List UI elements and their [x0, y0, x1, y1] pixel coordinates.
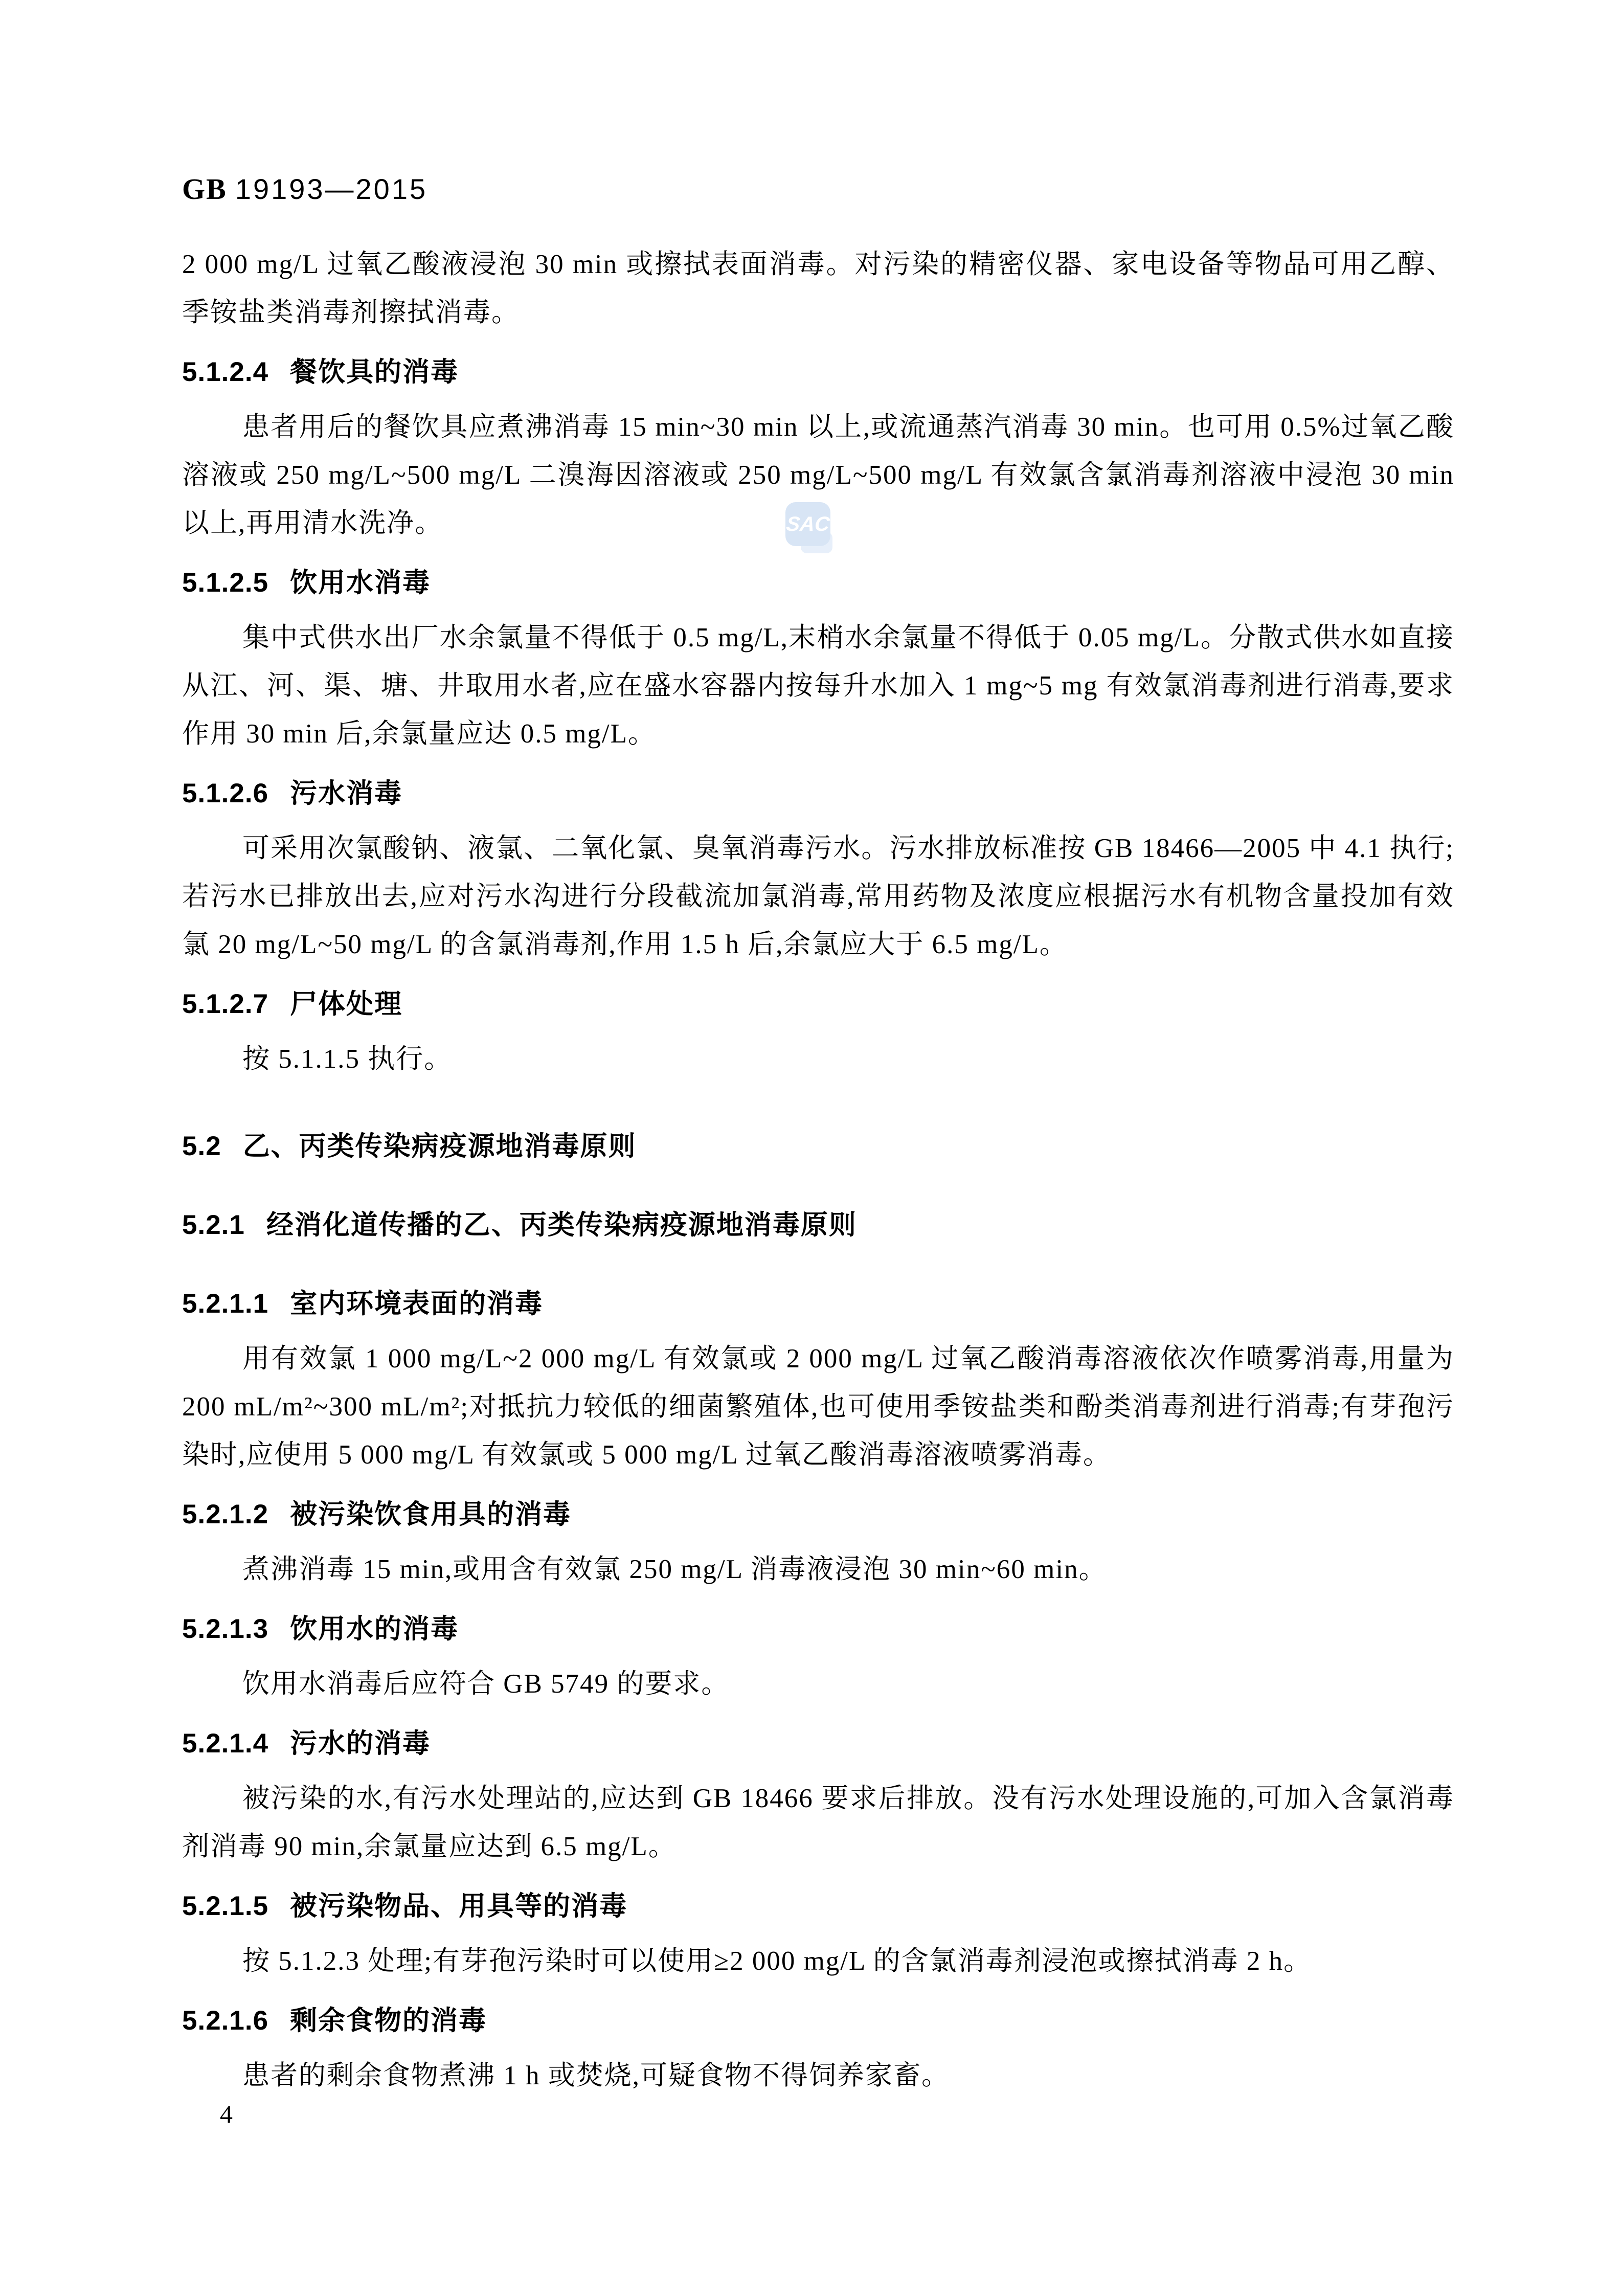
heading-number: 5.2.1 — [182, 1210, 245, 1240]
paragraph: 患者的剩余食物煮沸 1 h 或焚烧,可疑食物不得饲养家畜。 — [242, 2061, 950, 2090]
heading-number: 5.2.1.2 — [182, 1499, 269, 1529]
heading-5-1-2-6 — [182, 778, 1454, 809]
paragraph-continued: 2 000 mg/L 过氧乙酸液浸泡 30 min 或擦拭表面消毒。对污染的精密仪器、家电设备等物品可用乙醇、季铵盐类消毒剂擦拭消毒。 — [182, 250, 1454, 327]
heading-5-2-1-6 — [182, 2006, 1454, 2036]
heading-title: 乙、丙类传染病疫源地消毒原则 — [242, 1131, 637, 1161]
heading-5-2-1-1 — [182, 1289, 1454, 1319]
paragraph: 饮用水消毒后应符合 GB 5749 的要求。 — [242, 1669, 730, 1699]
paragraph: 可采用次氯酸钠、液氯、二氧化氯、臭氧消毒污水。污水排放标准按 GB 18466—2005 中 4.1 执行;若污水已排放出去,应对污水沟进行分段截流加氯消毒,常用药物及浓度应根据污水有机物含量投加有效氯 20 mg/L~50 mg/L 的含氯消毒剂,作用 1.5 h 后,余氯应大于 6.5 mg/L。 — [182, 834, 1454, 959]
heading-title: 被污染饮食用具的消毒 — [290, 1499, 572, 1529]
sac-watermark-label: SAC — [785, 512, 831, 535]
paragraph: 患者用后的餐饮具应煮沸消毒 15 min~30 min 以上,或流通蒸汽消毒 30 min。也可用 0.5%过氧乙酸溶液或 250 mg/L~500 mg/L 二溴海因溶液或 250 mg/L~500 mg/L 有效氯含氯消毒剂溶液中浸泡 30 min 以上,再用清水洗净。 — [182, 412, 1454, 538]
heading-5-1-2-5 — [182, 568, 1454, 598]
paragraph: 按 5.1.1.5 执行。 — [242, 1044, 453, 1074]
heading-5-1-2-7 — [182, 989, 1454, 1020]
page-number: 4 — [220, 2100, 233, 2128]
standard-code-prefix: GB — [182, 172, 227, 206]
paragraph: 煮沸消毒 15 min,或用含有效氯 250 mg/L 消毒液浸泡 30 min~60 min。 — [242, 1555, 1107, 1584]
heading-number: 5.2.1.6 — [182, 2006, 269, 2036]
heading-number: 5.1.2.6 — [182, 778, 269, 808]
heading-title: 污水的消毒 — [290, 1728, 431, 1759]
heading-number: 5.1.2.4 — [182, 357, 269, 387]
heading-number: 5.1.2.7 — [182, 989, 269, 1019]
heading-title: 尸体处理 — [290, 989, 403, 1019]
heading-title: 室内环境表面的消毒 — [290, 1289, 544, 1319]
paragraph: 被污染的水,有污水处理站的,应达到 GB 18466 要求后排放。没有污水处理设施的,可加入含氯消毒剂消毒 90 min,余氯量应达到 6.5 mg/L。 — [182, 1784, 1454, 1861]
heading-number: 5.2.1.1 — [182, 1289, 269, 1319]
heading-title: 饮用水消毒 — [290, 568, 431, 598]
heading-5-2-1-5 — [182, 1891, 1454, 1922]
heading-title: 经消化道传播的乙、丙类传染病疫源地消毒原则 — [266, 1210, 857, 1240]
heading-title: 污水消毒 — [290, 778, 403, 808]
heading-number: 5.2.1.5 — [182, 1891, 269, 1921]
paragraph: 集中式供水出厂水余氯量不得低于 0.5 mg/L,末梢水余氯量不得低于 0.05 mg/L。分散式供水如直接从江、河、渠、塘、井取用水者,应在盛水容器内按每升水加入 1 mg~5 mg 有效氯消毒剂进行消毒,要求作用 30 min 后,余氯量应达 0.5 mg/L。 — [182, 623, 1454, 749]
heading-number: 5.2.1.3 — [182, 1614, 269, 1644]
heading-number: 5.2 — [182, 1131, 221, 1161]
heading-title: 被污染物品、用具等的消毒 — [290, 1891, 628, 1921]
heading-5-1-2-4 — [182, 357, 1454, 388]
heading-title: 饮用水的消毒 — [290, 1614, 459, 1644]
heading-title: 餐饮具的消毒 — [290, 357, 459, 387]
heading-5-2-1-2 — [182, 1499, 1454, 1530]
document-body — [182, 240, 1454, 2100]
heading-5-2-1-4 — [182, 1728, 1454, 1759]
paragraph: 按 5.1.2.3 处理;有芽孢污染时可以使用≥2 000 mg/L 的含氯消毒剂浸泡或擦拭消毒 2 h。 — [242, 1946, 1312, 1976]
heading-5-2-1-3 — [182, 1614, 1454, 1645]
heading-title: 剩余食物的消毒 — [290, 2006, 487, 2036]
heading-number: 5.2.1.4 — [182, 1728, 269, 1759]
standard-code-header — [182, 172, 427, 206]
heading-5-2 — [182, 1131, 1454, 1162]
standard-code-number: 19193—2015 — [235, 173, 428, 205]
paragraph: 用有效氯 1 000 mg/L~2 000 mg/L 有效氯或 2 000 mg/L 过氧乙酸消毒溶液依次作喷雾消毒,用量为 200 mL/m²~300 mL/m²;对抵抗力较低的细菌繁殖体,也可使用季铵盐类和酚类消毒剂进行消毒;有芽孢污染时,应使用 5 000 mg/L 有效氯或 5 000 mg/L 过氧乙酸消毒溶液喷雾消毒。 — [182, 1344, 1454, 1470]
heading-number: 5.1.2.5 — [182, 568, 269, 598]
heading-5-2-1 — [182, 1210, 1454, 1241]
